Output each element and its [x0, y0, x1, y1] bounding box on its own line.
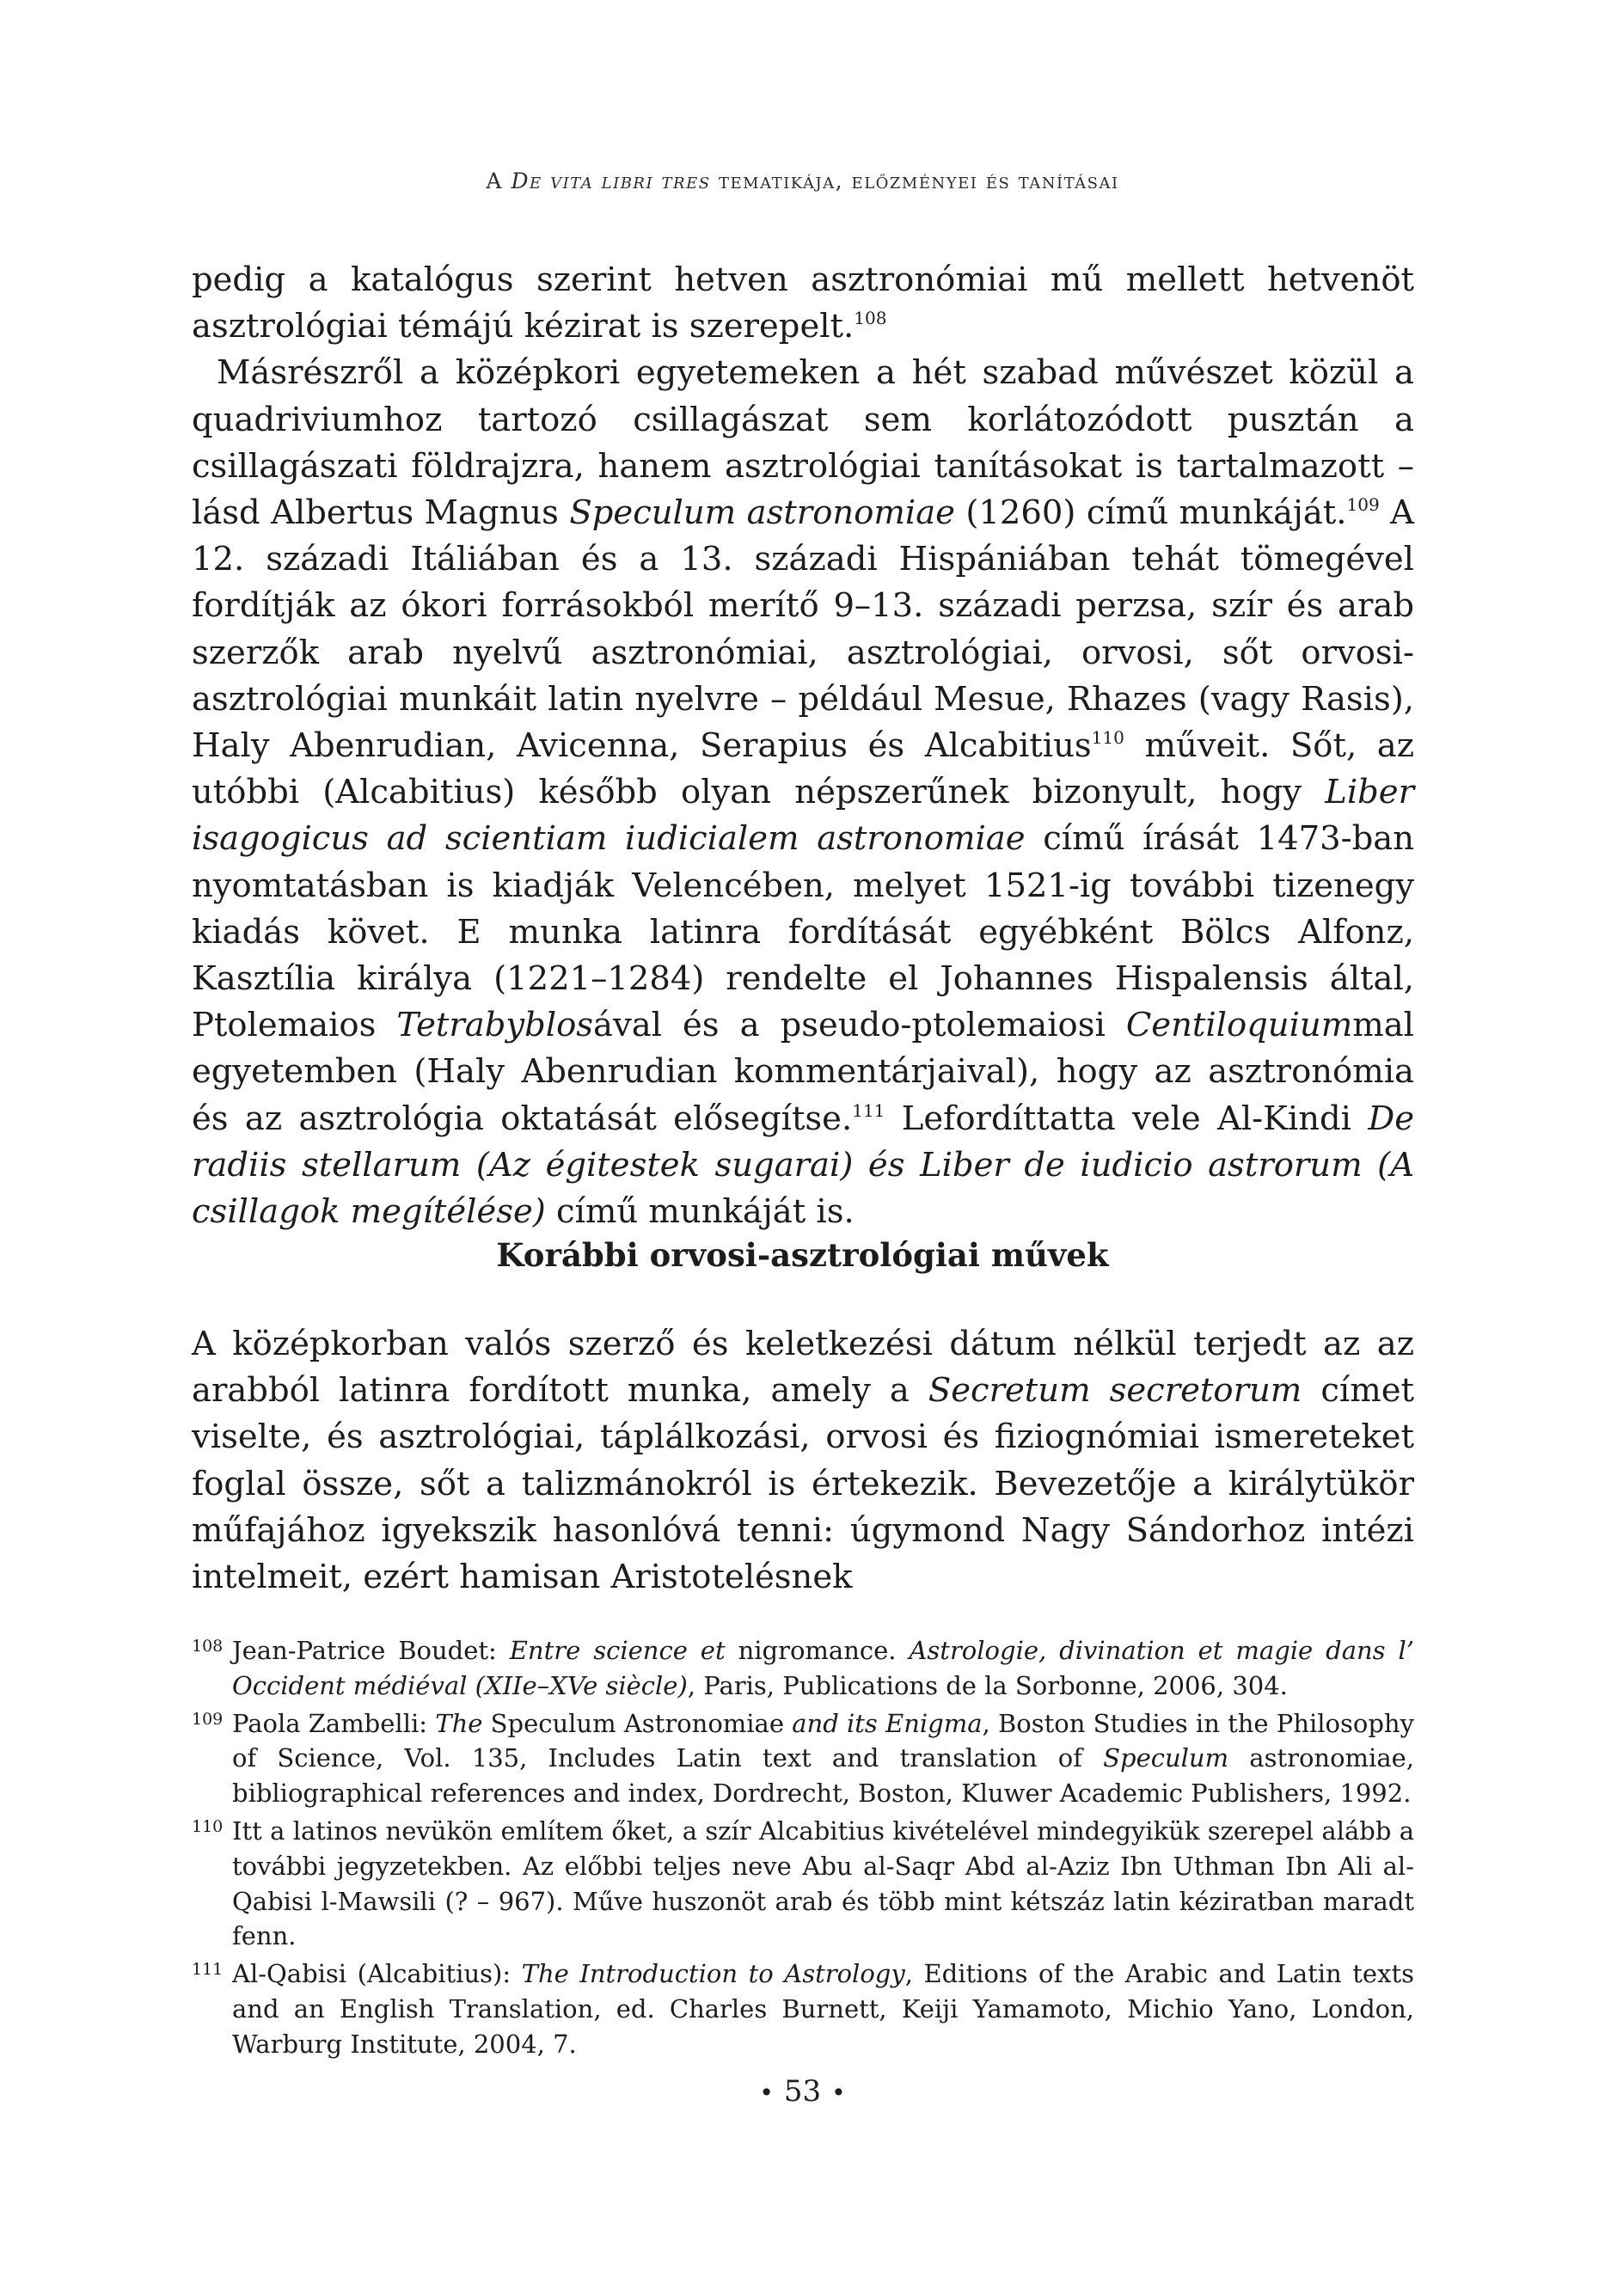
footnote-number: 108 — [192, 1637, 224, 1656]
text-run: , Editions of the Arabic and Latin texts and an English Translation, ed. Charles Burnett, Keiji Yamamoto, Michio Yano, London, Warburg Institute, 2004, 7. — [232, 1959, 1414, 2059]
italic-title: Secretum secretorum — [928, 1371, 1302, 1411]
running-head-pre: A — [486, 168, 512, 193]
footnote-number: 111 — [192, 1960, 224, 1980]
text-run: pedig a katalógus szerint hetven asztronómiai mű mellett hetvenöt asztrológiai témájú kézirat is szerepelt. — [192, 260, 1414, 346]
text-run: , Paris, Publications de la Sorbonne, 2006, 304. — [687, 1670, 1288, 1700]
paragraph-2 — [192, 350, 1414, 1235]
footnotes — [192, 1633, 1414, 2065]
text-run: A 12. századi Itáliában és a 13. századi Hispániában tehát tömegével fordítják az ókori forrásokból merítő 9–13. századi perzsa, szír és arab szerzők arab nyelvű asztronómiai, asztrológiai, orvosi, sőt orvosi-asztrológiai munkáit latin nyelvre – például Mesue, Rhazes (vagy Rasis), Haly Abenrudian, Avicenna, Serapius és Alcabitius — [192, 493, 1414, 766]
text-run: Speculum Astronomiae — [482, 1708, 793, 1738]
footnote-ref-110[interactable]: 110 — [1091, 727, 1124, 749]
text-run: A középkorban valós szerző és keletkezési dátum nélkül terjedt az az arabból latinra fordított munka, amely a — [192, 1325, 1414, 1411]
italic-title: The Introduction to Astrology — [521, 1959, 905, 1989]
italic-title: and its Enigma — [792, 1708, 983, 1738]
bullet-right: • — [831, 2079, 846, 2107]
running-head-post: tematikája, előzményei és tanításai — [710, 168, 1119, 193]
text-run: nigromance. — [725, 1636, 910, 1665]
text-run: mal egyetemben (Haly Abenrudian kommentárjaival), hogy az asztronómia és az asztrológia oktatását elősegítse. — [192, 1006, 1414, 1138]
footnote-ref-109[interactable]: 109 — [1346, 494, 1380, 516]
text-run: Paola Zambelli: — [232, 1708, 436, 1738]
text-run: címet viselte, és asztrológiai, táplálkozási, orvosi és fiziognómiai ismereteket foglal össze, sőt a talizmánokról is értekezik. Bevezetője a királytükör műfajához igyekszik hasonlóvá tenni: úgymond Nagy Sándorhoz intézi intelmeit, ezért hamisan Aristotelésnek — [192, 1371, 1414, 1597]
text-run: műveit. Sőt, az utóbbi (Alcabitius) később olyan népszerűnek bizonyult, hogy — [192, 726, 1415, 812]
footnote-number: 110 — [192, 1816, 224, 1836]
footnote-109 — [192, 1706, 1414, 1811]
text-run: Jean-Patrice Boudet: — [232, 1636, 510, 1665]
italic-title: De radiis stellarum (Az égitestek sugarai) és Liber de iudicio astrorum (A csillagok megítélése) — [192, 1099, 1414, 1232]
running-head — [0, 168, 1605, 193]
text-run: Másrészről a középkori egyetemeken a hét szabad művészet közül a quadriviumhoz tartozó csillagászat sem korlátozódott pusztán a csillagászati földrajzra, hanem asztrológiai tanításokat is tartalmazott – lásd Albertus Magnus — [192, 353, 1414, 533]
text-run: Al-Qabisi (Alcabitius): — [232, 1959, 522, 1989]
footnote-number: 109 — [192, 1709, 224, 1729]
italic-title: Centiloquium — [1125, 1006, 1353, 1045]
footnote-ref-111[interactable]: 111 — [852, 1099, 885, 1121]
italic-title: Speculum — [1103, 1743, 1229, 1773]
footnote-111 — [192, 1956, 1414, 2061]
text-run: , Boston Studies in the Philosophy of Science, Vol. 135, Includes Latin text and translation of — [232, 1708, 1414, 1773]
italic-title: Astrologie, divination et magie dans l’ Occident médiéval (XIIe–XVe siècle) — [232, 1636, 1414, 1700]
page-number-value: 53 — [783, 2074, 822, 2109]
paragraph-1 — [192, 257, 1414, 350]
footnote-ref-108[interactable]: 108 — [854, 308, 887, 329]
italic-title: The — [435, 1708, 483, 1738]
text-run: (1260) című munkáját. — [954, 493, 1347, 533]
text-run: Lefordíttatta vele Al-Kindi — [885, 1099, 1369, 1138]
body-text — [192, 257, 1414, 1235]
paragraph-3 — [192, 1321, 1414, 1601]
bullet-left: • — [759, 2079, 774, 2107]
text-run: Itt a latinos nevükön említem őket, a szír Alcabitius kivételével mindegyikük szerepel alább a további jegyzetekben. Az előbbi teljes neve Abu al-Saqr Abd al-Aziz Ibn Uthman Ibn Ali al-Qabisi l-Mawsili (? – 967). Műve huszonöt arab és több mint kétszáz latin kéziratban maradt fenn. — [232, 1815, 1414, 1951]
italic-title: Tetrabyblos — [396, 1006, 593, 1045]
italic-title: Speculum astronomiae — [569, 493, 955, 533]
text-run: astronomiae, bibliographical references and index, Dordrecht, Boston, Kluwer Academic Publishers, 1992. — [232, 1743, 1415, 1809]
italic-title: Entre science et — [509, 1636, 726, 1665]
text-run: ával és a pseudo-ptolemaiosi — [593, 1006, 1126, 1045]
text-run: című munkáját is. — [545, 1192, 855, 1232]
body-text-section — [192, 1321, 1414, 1601]
running-head-title: De vita libri tres — [511, 168, 711, 193]
section-heading: Korábbi orvosi-asztrológiai művek — [496, 1236, 1109, 1274]
footnote-108 — [192, 1633, 1414, 1704]
footnote-110 — [192, 1814, 1414, 1954]
text-run: című írását 1473-ban nyomtatásban is kiadják Velencében, melyet 1521-ig további tizenegy kiadás követ. E munka latinra fordítását egyébként Bölcs Alfonz, Kasztília királya (1221–1284) rendelte el Johannes Hispalensis által, Ptolemaios — [192, 819, 1414, 1045]
page-number — [0, 2074, 1605, 2109]
italic-title: Liber isagogicus ad scientiam iudicialem astronomiae — [192, 773, 1414, 859]
